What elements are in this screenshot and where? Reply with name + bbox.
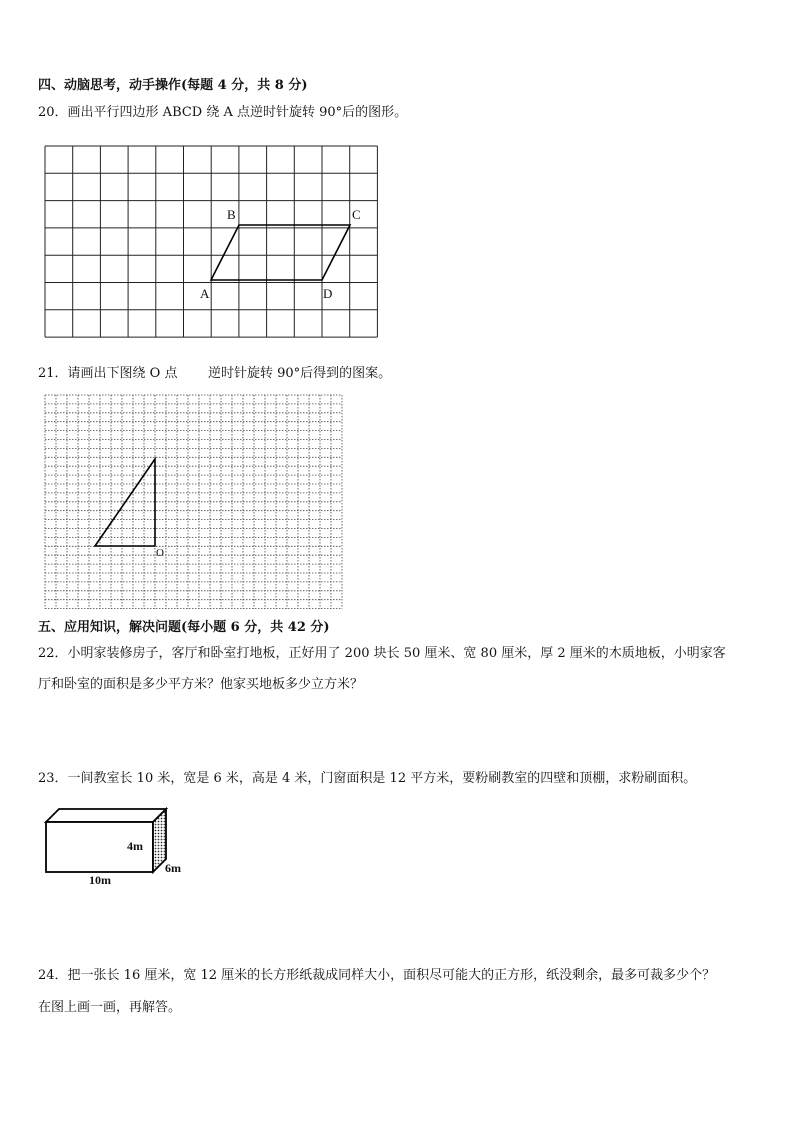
q24-line1: 24．把一张长 16 厘米，宽 12 厘米的长方形纸裁成同样大小，面积尽可能大的正方形，纸没剩余，最多可裁多少个？ xyxy=(38,968,716,983)
label-c: C xyxy=(352,207,361,222)
dim-length: 10m xyxy=(89,873,111,887)
q20-grid xyxy=(45,146,377,337)
q24-line2: 在图上画一画，再解答。 xyxy=(38,1000,182,1015)
q21-grid xyxy=(45,395,342,609)
label-o: O xyxy=(156,547,164,559)
q20-text: 20．画出平行四边形 ABCD 绕 A 点逆时针旋转 90°后的图形。 xyxy=(38,105,408,120)
q21-text-a: 21．请画出下图绕 O 点 xyxy=(38,366,178,381)
dim-height: 4m xyxy=(127,839,143,853)
cuboid-top xyxy=(46,809,166,822)
q21-text-b: 逆时针旋转 90°后得到的图案。 xyxy=(208,366,392,381)
label-b: B xyxy=(227,207,236,222)
dim-width: 6m xyxy=(165,861,181,875)
q21-figure xyxy=(40,390,350,610)
q23-text: 23．一间教室长 10 米，宽是 6 米，高是 4 米，门窗面积是 12 平方米，要粉刷教室的四壁和顶棚，求粉刷面积。 xyxy=(38,771,697,786)
label-a: A xyxy=(200,286,210,301)
section4-title: 四、动脑思考，动手操作(每题 4 分，共 8 分) xyxy=(38,78,308,93)
q23-cuboid-figure xyxy=(40,805,200,890)
q20-figure xyxy=(40,140,385,340)
section5-title: 五、应用知识，解决问题(每小题 6 分，共 42 分) xyxy=(38,620,330,635)
parallelogram-abcd xyxy=(211,225,350,280)
q22-line1: 22．小明家装修房子，客厅和卧室打地板，正好用了 200 块长 50 厘米、宽 80 厘米，厚 2 厘米的木质地板，小明家客 xyxy=(38,646,726,661)
triangle xyxy=(95,459,155,546)
q22-line2: 厅和卧室的面积是多少平方米？他家买地板多少立方米？ xyxy=(38,677,364,692)
label-d: D xyxy=(323,286,333,301)
